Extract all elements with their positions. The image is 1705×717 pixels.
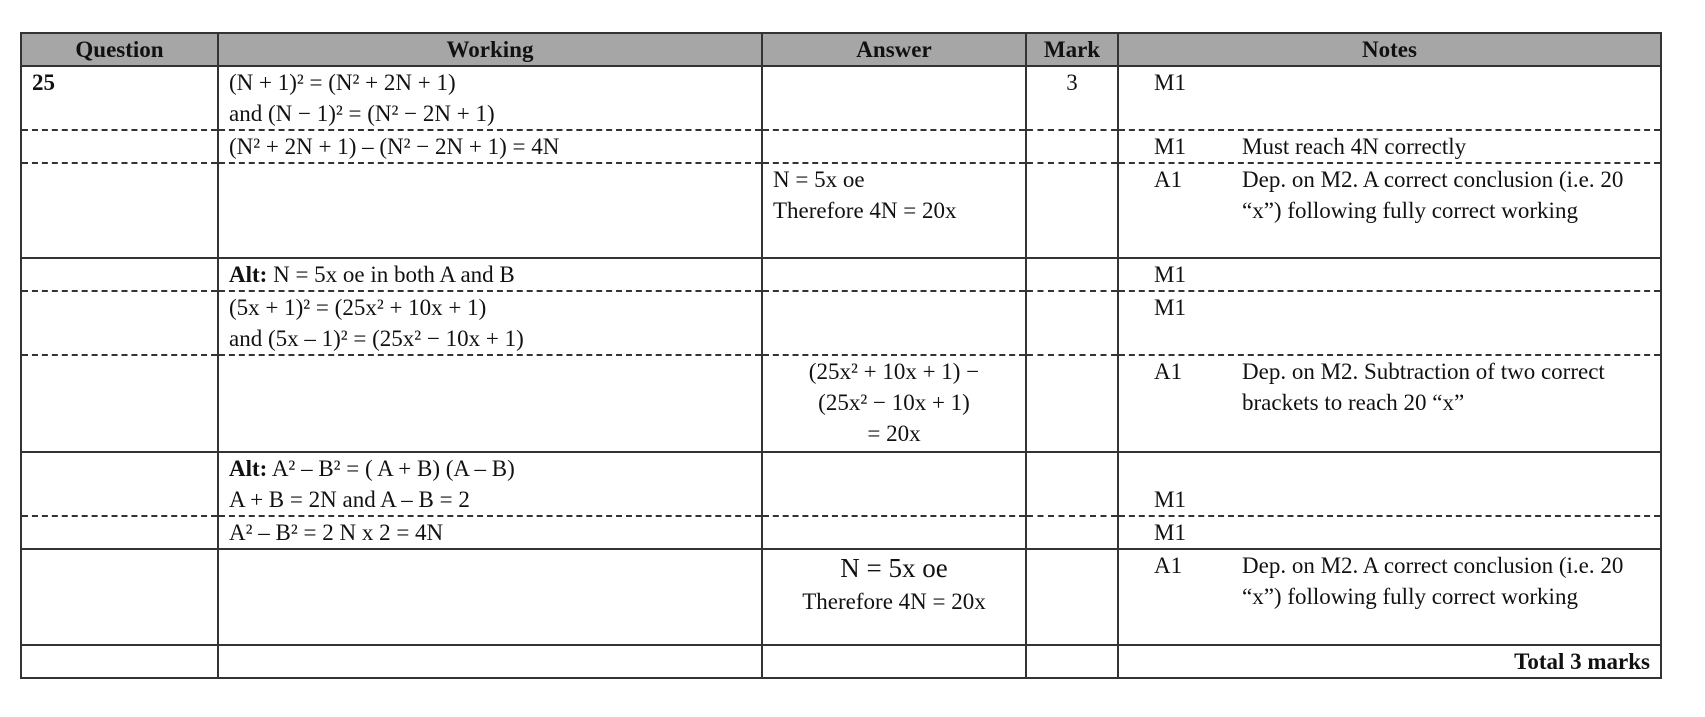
mark-cell (1026, 291, 1118, 355)
mark-code: M1 (1154, 487, 1186, 512)
answer-cell (762, 291, 1026, 355)
mark-code: A1 (1154, 359, 1183, 384)
working-line: (5x + 1)² = (25x² + 10x + 1) (229, 295, 487, 320)
answer-line: Therefore 4N = 20x (773, 198, 957, 223)
mark-code: M1 (1154, 262, 1186, 287)
header-answer: Answer (762, 33, 1026, 66)
table-row (21, 452, 1661, 516)
mark-cell (1026, 355, 1118, 452)
answer-cell (762, 66, 1026, 130)
total-marks: Total 3 marks (1118, 645, 1661, 678)
mark-code: A1 (1154, 553, 1183, 578)
notes-cell (1118, 130, 1661, 163)
table-row (21, 258, 1661, 291)
answer-cell (762, 130, 1026, 163)
notes-cell (1118, 516, 1661, 549)
mark-code: M1 (1154, 70, 1186, 95)
answer-cell (762, 549, 1026, 645)
working-cell (218, 66, 762, 130)
working-cell (218, 163, 762, 258)
mark-cell: 3 (1026, 66, 1118, 130)
notes-cell (1118, 355, 1661, 452)
answer-line: Therefore 4N = 20x (802, 589, 986, 614)
answer-line: = 20x (867, 421, 921, 446)
working-cell: (N² + 2N + 1) – (N² − 2N + 1) = 4N (218, 130, 762, 163)
working-line: A + B = 2N and A – B = 2 (229, 487, 470, 512)
mark-cell (1026, 163, 1118, 258)
working-cell (218, 258, 762, 291)
mark-cell (1026, 549, 1118, 645)
answer-cell (762, 163, 1026, 258)
table-row (21, 130, 1661, 163)
mark-code: M1 (1154, 295, 1186, 320)
working-cell (218, 355, 762, 452)
notes-cell (1118, 291, 1661, 355)
mark-code: M1 (1154, 520, 1186, 545)
table-row (21, 549, 1661, 645)
working-line: A² – B² = ( A + B) (A – B) (271, 456, 515, 481)
answer-cell (762, 258, 1026, 291)
table-row (21, 516, 1661, 549)
mark-scheme-table (20, 32, 1662, 679)
mark-cell (1026, 130, 1118, 163)
header-mark: Mark (1026, 33, 1118, 66)
mark-cell (1026, 516, 1118, 549)
answer-cell (762, 452, 1026, 516)
answer-line: (25x² − 10x + 1) (818, 390, 970, 415)
notes-cell (1118, 549, 1661, 645)
working-line: and (5x – 1)² = (25x² − 10x + 1) (229, 326, 524, 351)
alt-label: Alt: (229, 262, 268, 287)
table-row (21, 291, 1661, 355)
mark-code: M1 (1154, 134, 1186, 159)
header-notes: Notes (1118, 33, 1661, 66)
working-cell: A² – B² = 2 N x 2 = 4N (218, 516, 762, 549)
working-line: and (N − 1)² = (N² − 2N + 1) (229, 101, 495, 126)
notes-cell (1118, 163, 1661, 258)
note-text: Dep. on M2. A correct conclusion (i.e. 20 “x”) following fully correct working (1242, 553, 1624, 609)
table-row (21, 66, 1661, 130)
alt-label: Alt: (229, 456, 268, 481)
notes-cell (1118, 66, 1661, 130)
question-number: 25 (21, 66, 218, 130)
header-working: Working (218, 33, 762, 66)
header-row (21, 33, 1661, 66)
working-line: (N + 1)² = (N² + 2N + 1) (229, 70, 456, 95)
table-row (21, 355, 1661, 452)
total-row (21, 645, 1661, 678)
note-text: Must reach 4N correctly (1242, 134, 1467, 159)
answer-line: N = 5x oe (840, 553, 948, 583)
notes-cell (1118, 452, 1661, 516)
answer-cell (762, 516, 1026, 549)
answer-line: (25x² + 10x + 1) − (808, 359, 980, 384)
note-text: Dep. on M2. A correct conclusion (i.e. 20 “x”) following fully correct working (1242, 167, 1624, 223)
mark-code: A1 (1154, 167, 1183, 192)
working-cell (218, 291, 762, 355)
working-cell (218, 452, 762, 516)
mark-cell (1026, 258, 1118, 291)
notes-cell (1118, 258, 1661, 291)
working-cell (218, 549, 762, 645)
note-text: Dep. on M2. Subtraction of two correct brackets to reach 20 “x” (1242, 359, 1605, 415)
mark-cell (1026, 452, 1118, 516)
table-row (21, 163, 1661, 258)
working-line: N = 5x oe in both A and B (273, 262, 515, 287)
header-question: Question (21, 33, 218, 66)
answer-cell (762, 355, 1026, 452)
answer-line: N = 5x oe (773, 167, 865, 192)
